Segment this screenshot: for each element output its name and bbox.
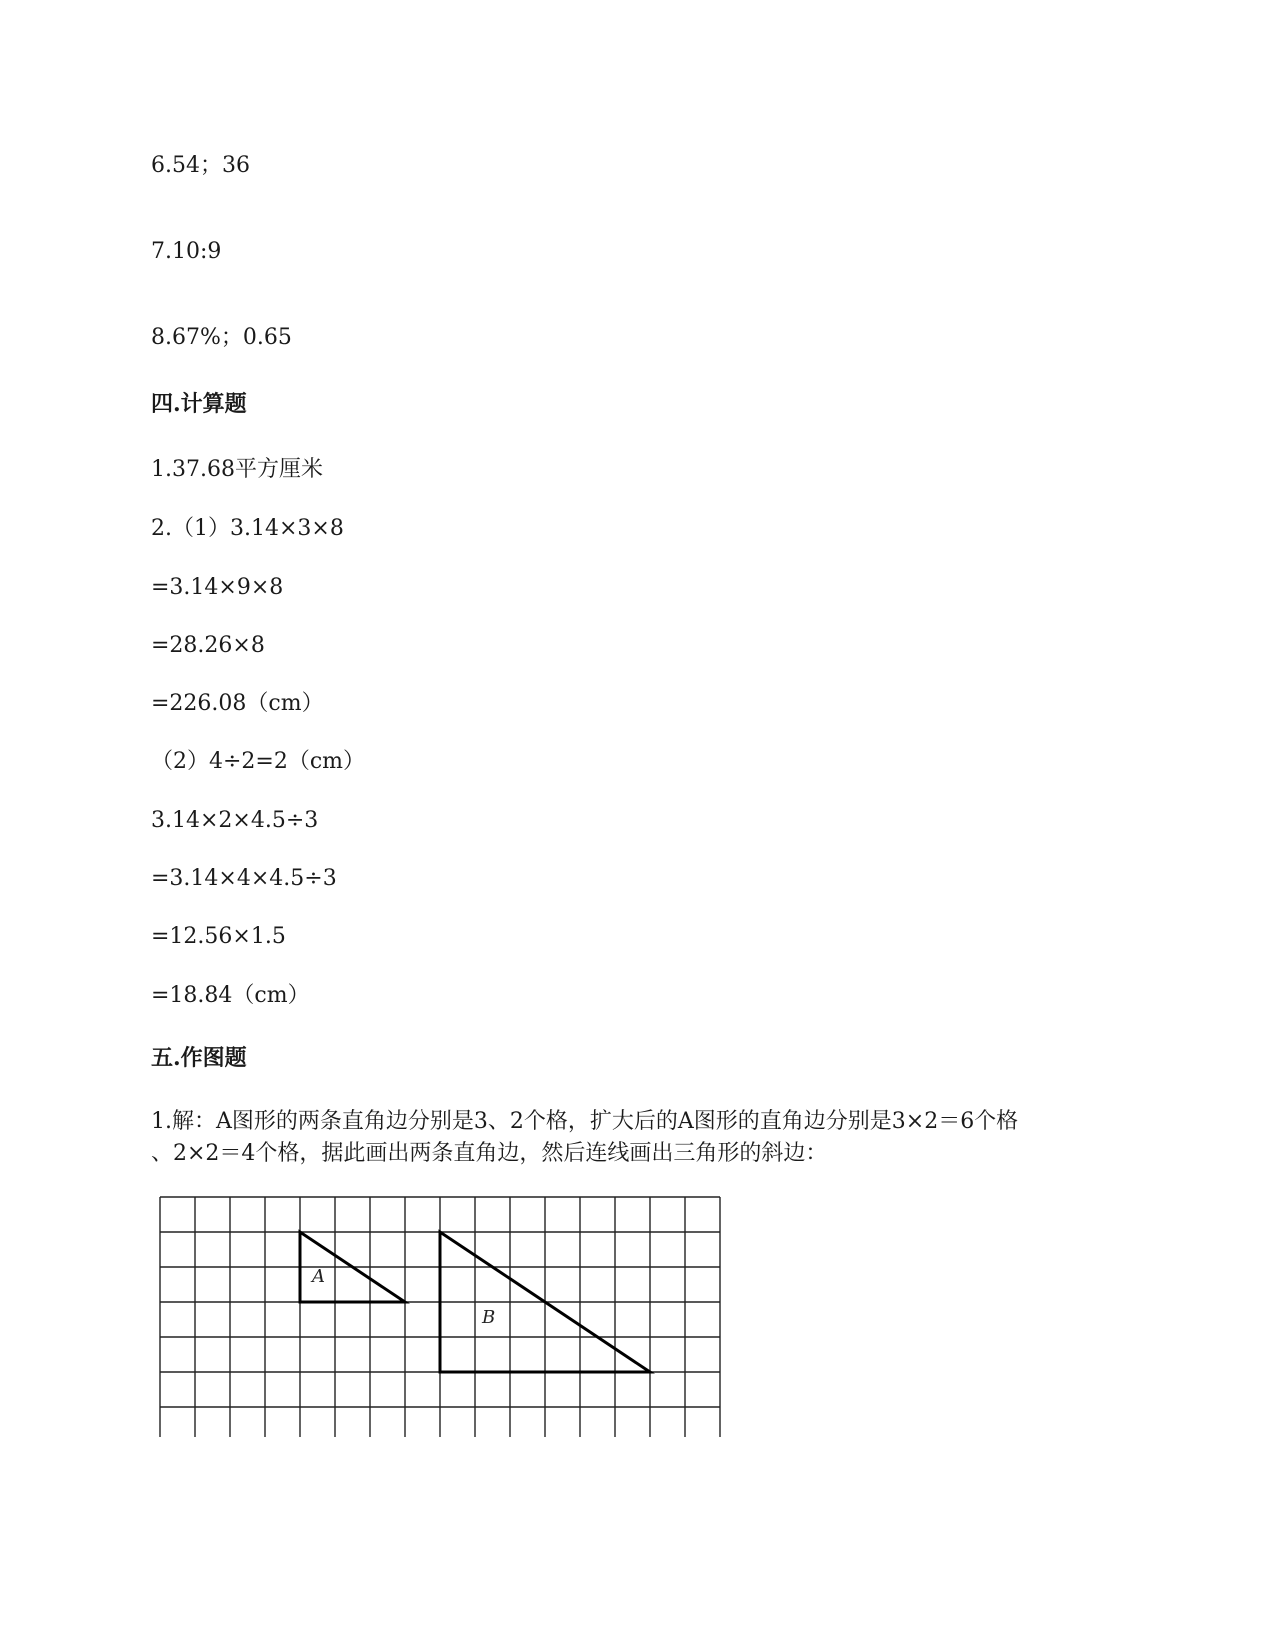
calc-line: =3.14×9×8 [151, 575, 284, 600]
solution-line-1: 1.解：A图形的两条直角边分别是3、2个格，扩大后的A图形的直角边分别是3×2＝6个格 [151, 1109, 1019, 1134]
calc-line: =226.08（cm） [151, 691, 324, 716]
answer-line-6: 6.54；36 [151, 153, 250, 178]
calc-line: （2）4÷2=2（cm） [151, 749, 366, 774]
calc-line: 1.37.68平方厘米 [151, 457, 323, 482]
calc-line: =12.56×1.5 [151, 924, 286, 949]
grid-figure [158, 1195, 728, 1437]
section5-title: 五.作图题 [151, 1045, 247, 1071]
calc-line: 3.14×2×4.5÷3 [151, 808, 319, 833]
calc-line: =3.14×4×4.5÷3 [151, 866, 337, 891]
solution-line-2: 、2×2＝4个格，据此画出两条直角边，然后连线画出三角形的斜边： [151, 1141, 828, 1166]
calc-line: =28.26×8 [151, 633, 265, 658]
answer-line-8: 8.67%；0.65 [151, 325, 292, 350]
calc-line: 2.（1）3.14×3×8 [151, 516, 344, 541]
triangle-b-label: B [482, 1307, 496, 1328]
solution-text [151, 1106, 1111, 1170]
answer-line-7: 7.10:9 [151, 239, 222, 264]
section4-title: 四.计算题 [151, 391, 247, 417]
calc-line: =18.84（cm） [151, 983, 310, 1008]
triangle-a-label: A [312, 1266, 325, 1287]
